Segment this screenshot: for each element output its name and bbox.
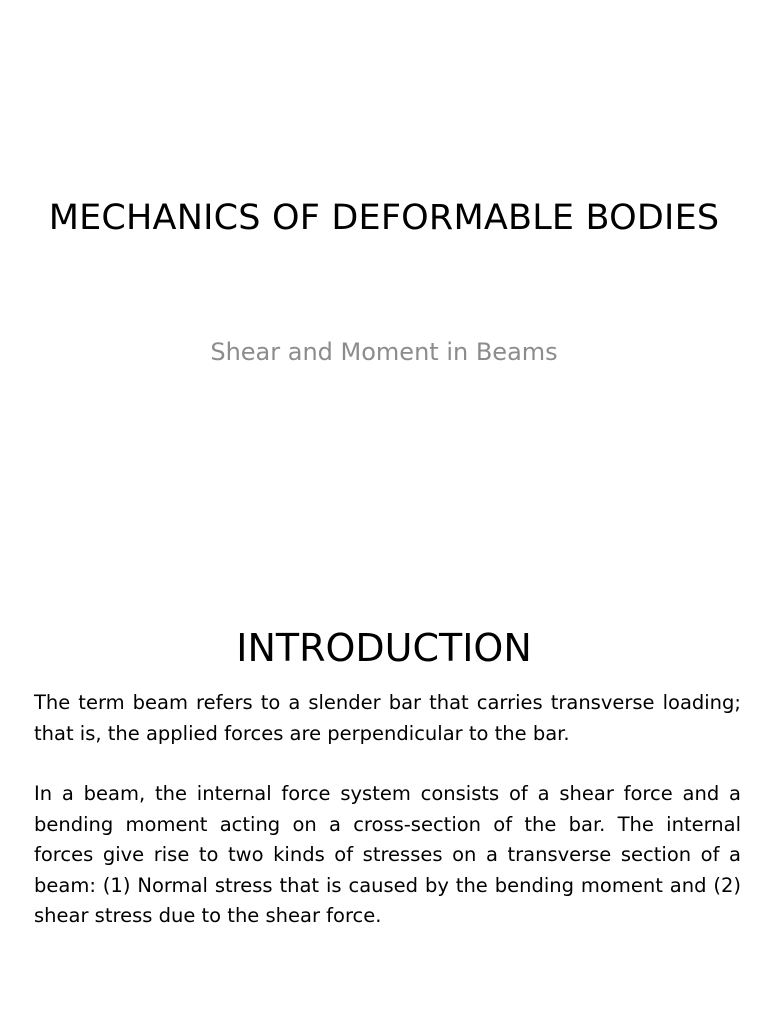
introduction-heading: INTRODUCTION bbox=[236, 626, 532, 670]
introduction-slide bbox=[0, 512, 768, 1024]
paragraph-internal-forces: In a beam, the internal force system consists of a shear force and a bending moment acting on a cross-section of the bar. The internal forces give rise to two kinds of stresses on a transverse section of a beam: (1) Normal stress that is caused by the bending moment and (2) shear stress due to the shear force. bbox=[34, 782, 741, 927]
paragraph-beam-definition: The term beam refers to a slender bar that carries transverse loading; that is, the applied forces are perpendicular to the bar. bbox=[34, 691, 741, 745]
slide-subtitle: Shear and Moment in Beams bbox=[210, 338, 558, 366]
introduction-body bbox=[34, 688, 741, 962]
slide-title: MECHANICS OF DEFORMABLE BODIES bbox=[48, 198, 720, 238]
